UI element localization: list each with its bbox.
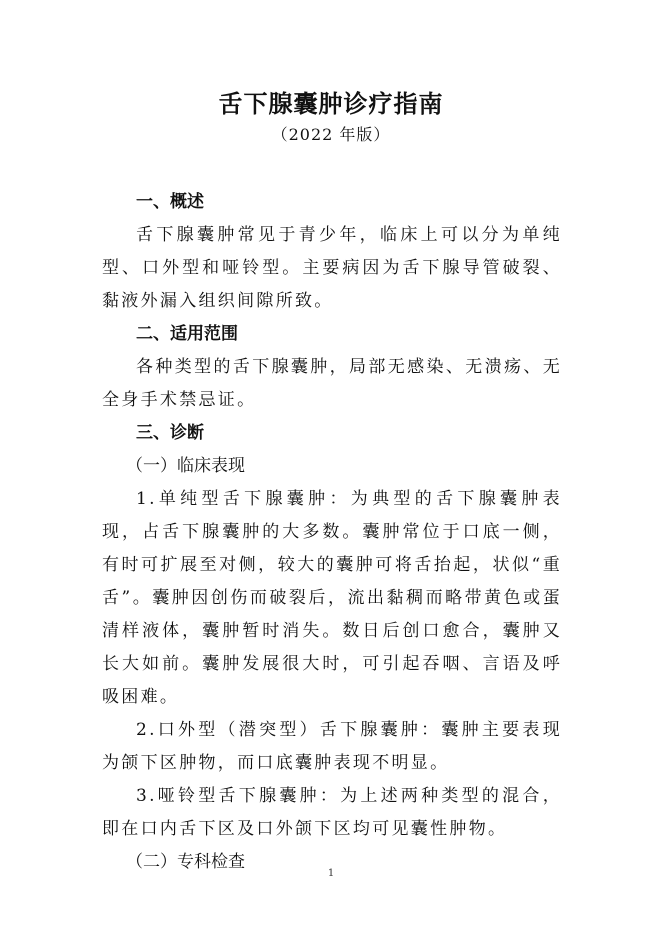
clinical-item-2: 2.口外型（潜突型）舌下腺囊肿：囊肿主要表现为颌下区肿物，而口底囊肿表现不明显。	[102, 720, 562, 773]
document-subtitle: （2022 年版）	[271, 125, 391, 144]
clinical-item-3: 3.哑铃型舌下腺囊肿：为上述两种类型的混合，即在口内舌下区及口外颌下区均可见囊性肿物。	[102, 786, 562, 839]
clinical-item-1: 1.单纯型舌下腺囊肿：为典型的舌下腺囊肿表现，占舌下腺囊肿的大多数。囊肿常位于口底一侧，有时可扩展至对侧，较大的囊肿可将舌抬起，状似“重舌”。囊肿因创伤而破裂后，流出黏稠而略带黄色或蛋清样液体，囊肿暂时消失。数日后创口愈合，囊肿又长大如前。囊肿发展很大时，可引起吞咽、言语及呼吸困难。	[102, 489, 562, 707]
document-title: 舌下腺囊肿诊疗指南	[218, 90, 444, 118]
section-heading-scope: 二、适用范围	[136, 324, 238, 344]
scope-paragraph: 各种类型的舌下腺囊肿，局部无感染、无溃疡、无全身手术禁忌证。	[102, 357, 562, 410]
section-heading-diagnosis: 三、诊断	[136, 423, 204, 443]
page-number: 1	[327, 868, 335, 879]
document-body	[102, 186, 562, 879]
subsection-heading-exam: （二）专科检查	[126, 852, 245, 872]
section-heading-overview: 一、概述	[136, 192, 204, 212]
overview-paragraph: 舌下腺囊肿常见于青少年，临床上可以分为单纯型、口外型和哑铃型。主要病因为舌下腺导管破裂、黏液外漏入组织间隙所致。	[102, 225, 562, 311]
subsection-heading-clinical: （一）临床表现	[126, 456, 245, 476]
